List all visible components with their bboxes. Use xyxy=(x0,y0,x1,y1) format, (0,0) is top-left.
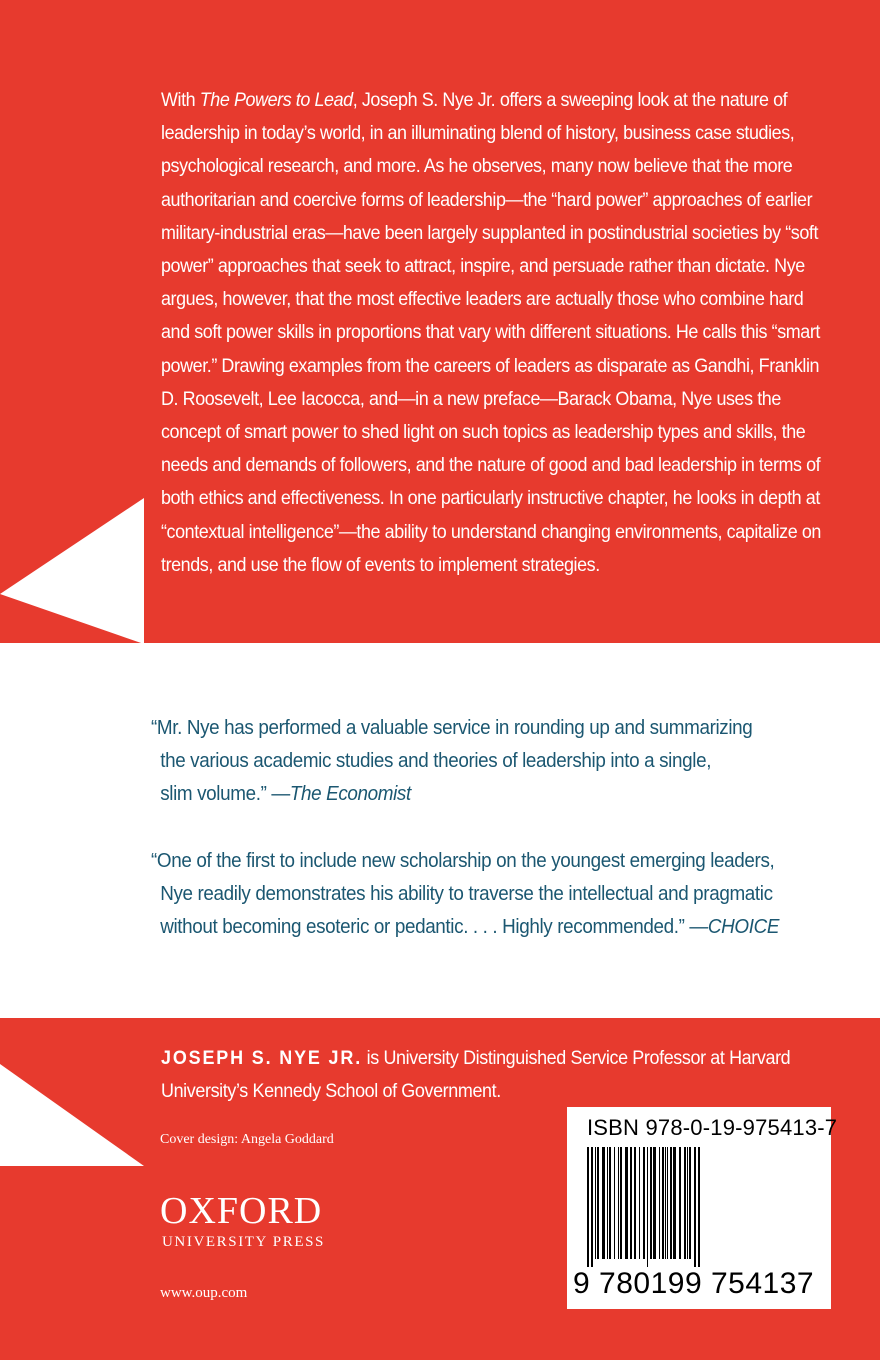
barcode-bar xyxy=(639,1147,640,1259)
book-title: The Powers to Lead xyxy=(199,90,353,111)
barcode-bar xyxy=(647,1147,648,1267)
isbn-barcode xyxy=(567,1107,838,1309)
barcode-bar xyxy=(591,1147,593,1267)
barcode-bar xyxy=(687,1147,688,1259)
author-bio: JOSEPH S. NYE JR. is University Distinguished Service Professor at Harvard University’s Kennedy School of Government. xyxy=(161,1048,791,1102)
barcode-bar xyxy=(609,1147,611,1259)
author-name: JOSEPH S. NYE JR. xyxy=(161,1048,363,1069)
barcode-bars xyxy=(579,1147,819,1267)
barcode-bar xyxy=(614,1147,615,1259)
quote-source: The Economist xyxy=(289,782,411,805)
barcode-bar xyxy=(673,1147,676,1259)
barcode-bar xyxy=(602,1147,605,1259)
oxford-logo: OXFORD UNIVERSITY PRESS xyxy=(160,1190,325,1250)
barcode-bar xyxy=(684,1147,686,1259)
barcode-bar xyxy=(643,1147,645,1259)
barcode-bar xyxy=(650,1147,652,1259)
review-quote-economist: “Mr. Nye has performed a valuable service in rounding up and summarizing the various academic studies and theories of leadership into a single, slim volume.” —The Economist xyxy=(151,716,753,805)
book-description: With The Powers to Lead, Joseph S. Nye Jr. offers a sweeping look at the nature of leadership in today’s world, in an illuminating blend of history, business case studies, psychological research, and more. As he observes, many now believe that the more authoritarian and coercive forms of leadership—the “hard power” approaches of earlier military-industrial eras—have been largely supplanted in postindustrial societies by “soft power” approaches that seek to attract, inspire, and persuade rather than dictate. Nye argues, however, that the most effective leaders are actually those who combine hard and soft power skills in proportions that vary with different situations. He calls this “smart power.” Drawing examples from the careers of leaders as disparate as Gandhi, Franklin D. Roosevelt, Lee Iacocca, and—in a new preface—Barack Obama, Nye uses the concept of smart power to shed light on such topics as leadership types and skills, the needs and demands of followers, and the nature of good and bad leadership in terms of both ethics and effectiveness. In one particularly instructive chapter, he looks in depth at “contextual intelligence”—the ability to understand changing environments, capitalize on trends, and use the flow of events to implement strategies. xyxy=(161,90,821,576)
barcode-bar xyxy=(630,1147,632,1259)
publisher-url: www.oup.com xyxy=(160,1285,248,1301)
barcode-bar xyxy=(634,1147,636,1259)
barcode-bar xyxy=(625,1147,628,1259)
barcode-bar xyxy=(665,1147,666,1259)
barcode-bar xyxy=(689,1147,691,1259)
left-triangle-lower xyxy=(0,1064,144,1169)
barcode-bar xyxy=(662,1147,664,1259)
barcode-bar xyxy=(653,1147,656,1259)
quote-source: CHOICE xyxy=(707,915,780,938)
barcode-bar xyxy=(679,1147,681,1259)
barcode-bar xyxy=(659,1147,660,1259)
barcode-bar xyxy=(595,1147,596,1259)
barcode-bar xyxy=(667,1147,668,1259)
cover-credit: Cover design: Angela Goddard xyxy=(160,1132,334,1147)
barcode-bar xyxy=(620,1147,622,1259)
barcode-bar xyxy=(587,1147,589,1267)
barcode-bar xyxy=(698,1147,700,1267)
barcode-bar xyxy=(670,1147,672,1259)
barcode-digits: 9 780199 754137 xyxy=(573,1267,815,1300)
isbn-label: ISBN 978-0-19-975413-7 xyxy=(587,1115,838,1140)
barcode-bar xyxy=(607,1147,608,1259)
review-quote-choice: “One of the first to include new scholarship on the youngest emerging leaders, Nye readily demonstrates his ability to traverse the intellectual and pragmatic without becoming esoteric or pedantic. . . . Highly recommended.” —CHOICE xyxy=(151,849,780,938)
left-triangle-upper xyxy=(0,498,144,1018)
barcode-bar xyxy=(694,1147,696,1267)
barcode-bar xyxy=(618,1147,619,1259)
barcode-bar xyxy=(597,1147,599,1259)
